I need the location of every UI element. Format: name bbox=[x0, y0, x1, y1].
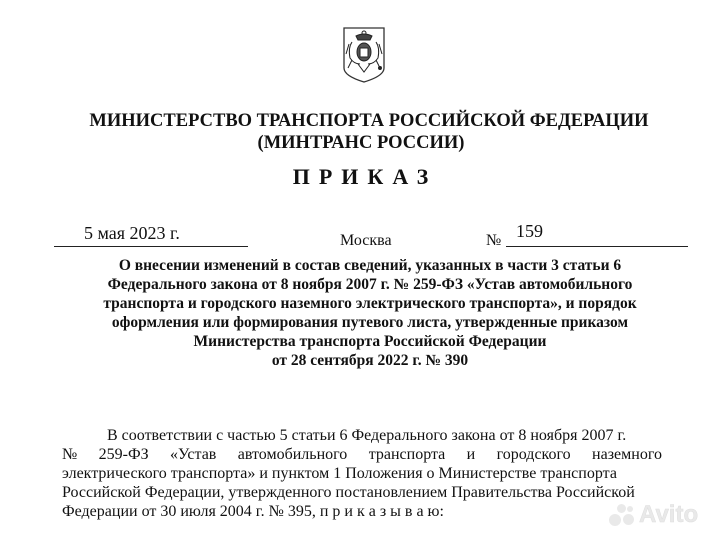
order-subject bbox=[40, 256, 700, 370]
number-sign: № bbox=[486, 232, 502, 249]
body-word: автомобильного bbox=[237, 446, 348, 463]
russian-coat-of-arms-icon bbox=[342, 24, 386, 84]
body-line: Федерации от 30 июля 2004 г. № 395, п р и к а з ы в а ю: bbox=[62, 503, 444, 520]
body-line: В соответствии с частью 5 статьи 6 Федерального закона от 8 ноября 2007 г. bbox=[107, 427, 627, 444]
body-word: транспорта bbox=[368, 446, 446, 463]
avito-watermark bbox=[607, 500, 707, 530]
body-line: электрического транспорта» и пунктом 1 Положения о Министерстве транспорта bbox=[62, 465, 617, 482]
body-line: Российской Федерации, утвержденного постановлением Правительства Российской bbox=[62, 484, 635, 501]
order-date-field bbox=[54, 222, 248, 247]
body-word: наземного bbox=[592, 446, 662, 463]
ministry-short-name: (МИНТРАНС РОССИИ) bbox=[257, 133, 465, 153]
subject-line: Министерства транспорта Российской Федерации bbox=[193, 333, 547, 350]
subject-line: оформления или формирования путевого листа, утвержденные приказом bbox=[111, 314, 629, 331]
ministry-name: МИНИСТЕРСТВО ТРАНСПОРТА РОССИЙСКОЙ ФЕДЕРАЦИИ bbox=[89, 111, 649, 131]
avito-logo-icon bbox=[607, 502, 637, 528]
body-word: № bbox=[62, 446, 78, 463]
watermark-text: Avito bbox=[639, 501, 699, 528]
subject-line: транспорта и городского наземного электрического транспорта», и порядок bbox=[103, 295, 637, 312]
order-number-field bbox=[506, 222, 688, 247]
subject-line: от 28 сентября 2022 г. № 390 bbox=[271, 352, 469, 369]
body-line-justified bbox=[62, 445, 662, 464]
body-word: «Устав bbox=[170, 446, 217, 463]
order-body bbox=[62, 426, 662, 521]
order-date: 5 мая 2023 г. bbox=[84, 223, 180, 243]
body-word: и bbox=[466, 446, 476, 463]
body-word: 259-ФЗ bbox=[98, 446, 149, 463]
body-word: городского bbox=[496, 446, 571, 463]
subject-line: О внесении изменений в состав сведений, указанных в части 3 статьи 6 bbox=[118, 257, 622, 274]
subject-line: Федерального закона от 8 ноября 2007 г. № 259-ФЗ «Устав автомобильного bbox=[107, 276, 633, 293]
order-title: ПРИКАЗ bbox=[292, 164, 438, 189]
order-city: Москва bbox=[340, 232, 392, 249]
order-number: 159 bbox=[516, 221, 543, 241]
